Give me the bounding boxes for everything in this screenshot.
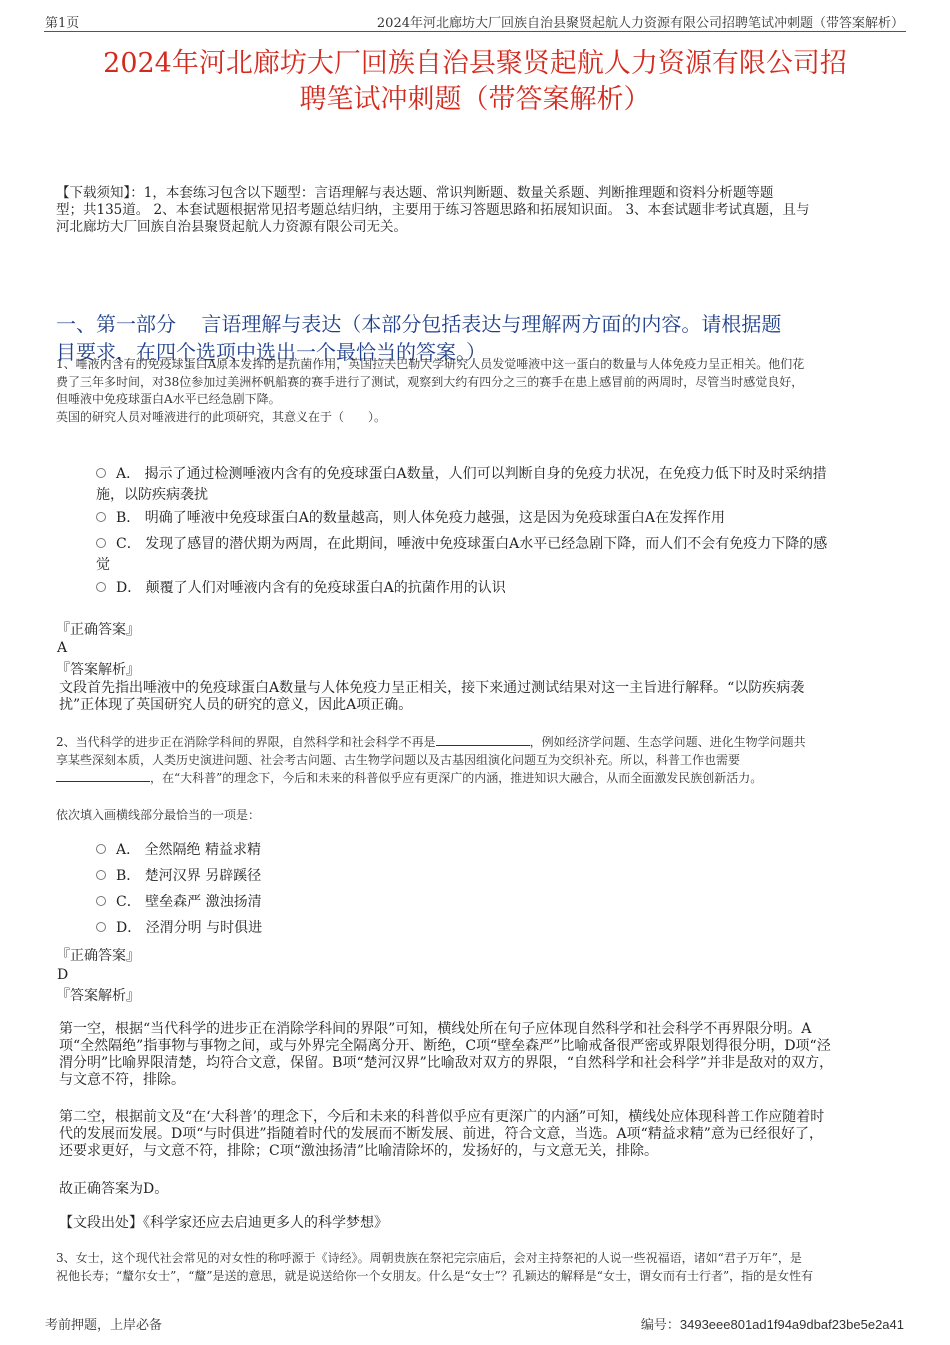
fill-blank — [436, 733, 530, 746]
question-1-stem — [56, 356, 902, 426]
q2-answer: D — [57, 967, 69, 983]
footer-code-value: 3493eee801ad1f94a9dbaf23be5e2a41 — [679, 1317, 904, 1332]
radio-icon[interactable] — [96, 896, 106, 906]
question-2-stem — [56, 733, 902, 788]
q1-option-a[interactable] — [96, 464, 900, 506]
notice-line: 【下载须知】：1，本套练习包含以下题型：言语理解与表达题、常识判断题、数量关系题、判断推理题和资料分析题等题 — [56, 185, 774, 201]
q2-explanation-label: 『答案解析』 — [56, 988, 140, 1004]
notice-line: 河北廊坊大厂回族自治县聚贤起航人力资源有限公司无关。 — [56, 219, 407, 235]
radio-icon[interactable] — [96, 844, 106, 854]
header-divider — [44, 31, 906, 32]
q2-explanation-para-2 — [59, 1109, 902, 1160]
q2-conclusion: 故正确答案为D。 — [59, 1181, 169, 1197]
stem-line: 但唾液中免疫球蛋白A水平已经急剧下降。 — [56, 392, 281, 406]
section-heading-line: 目要求，在四个选项中选出一个最恰当的答案。） — [56, 340, 486, 364]
q2-option-c[interactable] — [96, 892, 262, 913]
explanation-line: 第一空，根据“当代科学的进步正在消除学科间的界限”可知，横线处所在句子应体现自然科学和社会科学不再界限分明。A — [59, 1021, 812, 1037]
explanation-line: 项“全然隔绝”指事物与事物之间，或与外界完全隔离分开、断绝，C项“壁垒森严”比喻戒备很严密或界限划得很分明，D项“泾 — [59, 1038, 831, 1054]
stem-line: 1、唾液内含有的免疫球蛋白A原本发挥的是抗菌作用，英国拉夫巴勒大学研究人员发觉唾液中这一蛋白的数量与人体免疫力呈正相关。他们花 — [56, 357, 805, 371]
stem-line: 英国的研究人员对唾液进行的此项研究，其意义在于（ ）。 — [56, 409, 387, 424]
radio-icon[interactable] — [96, 512, 106, 522]
stem-line: 祝他长寿；“釐尔女士”，“釐”是送的意思，就是说送给你一个女朋友。什么是“女士”？孔颖达的解释是“女士，谓女而有士行者”，指的是女性有 — [56, 1268, 814, 1283]
footer-code — [641, 1314, 904, 1333]
explanation-line: 与文意不符，排除。 — [59, 1072, 185, 1088]
question-3-stem — [56, 1250, 902, 1285]
title-line-1: 2024年河北廊坊大厂回族自治县聚贤起航人力资源有限公司招 — [103, 48, 847, 79]
q2-prompt: 依次填入画横线部分最恰当的一项是： — [56, 808, 261, 822]
radio-icon[interactable] — [96, 922, 106, 932]
stem-text: ，在“大科普”的理念下，今后和未来的科普似乎应有更深广的内涵，推进知识大融合，从而全面激发民族创新活力。 — [150, 771, 763, 785]
fill-blank — [56, 769, 150, 782]
stem-text: 2、当代科学的进步正在消除学科间的界限，自然科学和社会科学不再是 — [56, 735, 436, 749]
radio-icon[interactable] — [96, 538, 106, 548]
radio-icon[interactable] — [96, 468, 106, 478]
option-text: B． 明确了唾液中免疫球蛋白A的数量越高，则人体免疫力越强，这是因为免疫球蛋白A在发挥作用 — [116, 510, 725, 526]
q1-option-b[interactable] — [96, 508, 900, 529]
footer-code-label: 编号： — [640, 1318, 680, 1333]
q2-answer-label: 『正确答案』 — [56, 948, 140, 964]
explanation-line: 文段首先指出唾液中的免疫球蛋白A数量与人体免疫力呈正相关，接下来通过测试结果对这一主旨进行解释。“以防疾病袭 — [59, 680, 805, 696]
notice-line: 型；共135道。 2、本套试题根据常见招考题总结归纳，主要用于练习答题思路和拓展知识面。 3、本套试题非考试真题，且与 — [56, 202, 810, 218]
q1-answer: A — [57, 640, 68, 656]
q2-option-a[interactable] — [96, 840, 261, 861]
option-text: D． 颠覆了人们对唾液内含有的免疫球蛋白A的抗菌作用的认识 — [116, 580, 506, 596]
option-text: A． 全然隔绝 精益求精 — [116, 842, 262, 858]
explanation-line: 还要求更好，与文意不符，排除；C项“激浊扬清”比喻清除坏的，发扬好的，与文意无关，排除。 — [59, 1143, 659, 1159]
section-heading-line: 一、第一部分 言语理解与表达（本部分包括表达与理解两方面的内容。请根据题 — [56, 312, 782, 336]
q1-option-d[interactable] — [96, 578, 900, 599]
q2-source: 【文段出处】《科学家还应去启迪更多人的科学梦想》 — [59, 1215, 388, 1231]
option-text: 觉 — [96, 557, 110, 573]
download-notice — [56, 185, 902, 236]
q1-explanation — [59, 680, 902, 714]
radio-icon[interactable] — [96, 870, 106, 880]
q1-explanation-label: 『答案解析』 — [56, 662, 140, 678]
stem-line: 费了三年多时间，对38位参加过美洲杯帆船赛的赛手进行了测试，观察到大约有四分之三的赛手在患上感冒前的两周时，尽管当时感觉良好， — [56, 374, 804, 389]
title-line-2: 聘笔试冲刺题（带答案解析） — [299, 84, 651, 115]
option-text: C． 发现了感冒的潜伏期为两周，在此期间，唾液中免疫球蛋白A水平已经急剧下降，而人们不会有免疫力下降的感 — [116, 536, 828, 552]
explanation-line: 渭分明”比喻界限清楚，均符合文意，保留。B项“楚河汉界”比喻敌对双方的界限，“自然科学和社会科学”并非是敌对的双方， — [59, 1055, 834, 1071]
stem-line: 享某些深刻本质，人类历史演进问题、社会考古问题、古生物学问题以及古基因组演化问题互为交织补充。所以，科普工作也需要 — [56, 752, 741, 767]
page-number: 第1页 — [45, 16, 80, 31]
option-text: B． 楚河汉界 另辟蹊径 — [116, 868, 262, 884]
option-text: A． 揭示了通过检测唾液内含有的免疫球蛋白A数量，人们可以判断自身的免疫力状况，在免疫力低下时及时采纳措 — [116, 466, 827, 482]
option-text: 施，以防疾病袭扰 — [96, 487, 208, 503]
document-title — [40, 46, 910, 118]
option-text: C． 壁垒森严 激浊扬清 — [116, 894, 262, 910]
stem-text: ，例如经济学问题、生态学问题、进化生物学问题共 — [529, 735, 806, 749]
q2-explanation-para-1 — [59, 1021, 902, 1089]
q1-option-c[interactable] — [96, 534, 900, 576]
radio-icon[interactable] — [96, 582, 106, 592]
explanation-line: 代的发展而发展。D项“与时俱进”指随着时代的发展而不断发展、前进，符合文意，当选。A项“精益求精”意为已经很好了， — [59, 1126, 823, 1142]
footer-slogan: 考前押题，上岸必备 — [45, 1318, 163, 1333]
option-text: D． 泾渭分明 与时俱进 — [116, 920, 263, 936]
explanation-line: 扰”正体现了英国研究人员的研究的意义，因此A项正确。 — [59, 697, 413, 713]
q2-option-d[interactable] — [96, 918, 262, 939]
q2-option-b[interactable] — [96, 866, 261, 887]
explanation-line: 第二空，根据前文及“在‘大科普’的理念下，今后和未来的科普似乎应有更深广的内涵”可知，横线处应体现科普工作应随着时 — [59, 1109, 825, 1125]
q1-answer-label: 『正确答案』 — [56, 622, 140, 638]
stem-line: 3、女士，这个现代社会常见的对女性的称呼源于《诗经》。周朝贵族在祭祀完宗庙后，会对主持祭祀的人说一些祝福语，诸如“君子万年”，是 — [56, 1251, 802, 1265]
running-title: 2024年河北廊坊大厂回族自治县聚贤起航人力资源有限公司招聘笔试冲刺题（带答案解析） — [376, 16, 904, 31]
